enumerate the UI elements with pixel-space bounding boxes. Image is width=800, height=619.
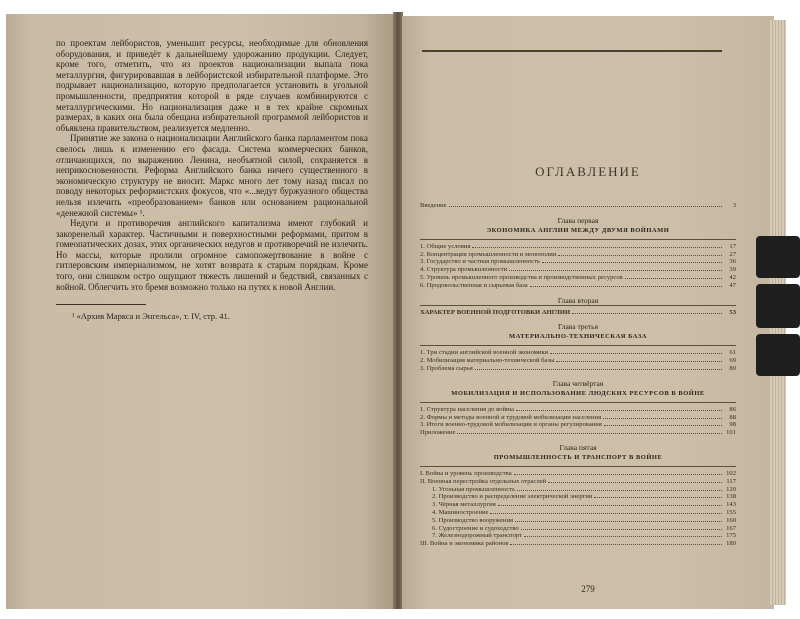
- chapter-section: [420, 466, 736, 548]
- toc-entry: I. Война и уровень производства 102: [420, 469, 736, 477]
- chapter-title: ПРОМЫШЛЕННОСТЬ И ТРАНСПОРТ В ВОЙНЕ: [493, 453, 663, 461]
- toc-entry: ХАРАКТЕР ВОЕННОЙ ПОДГОТОВКИ АНГЛИИ 53: [420, 305, 736, 317]
- chapter-title: МОБИЛИЗАЦИЯ И ИСПОЛЬЗОВАНИЕ ЛЮДСКИХ РЕСУРСОВ В ВОЙНЕ: [451, 389, 705, 397]
- toc-subentry: 7. Железнодорожный транспорт 175: [432, 532, 736, 540]
- left-paragraph-2: Принятие же закона о национализации Английского банка парламентом пока свелось лишь к изменению его фасада. Система коммерческих банков, отличающихся, по выражению Ленина, необъятной силой, сохраняется в неприкосновенности. Реформа Английского банка ничего существенного в экономическую структуру не вносит. Маркс много лет тому назад писал по поводу некоторых реформистских фокусов, что «...ведут буржуазного общества нельзя излечить «преобразованием» банков или основанием рациональной «денежной системы» ¹.: [56, 133, 368, 218]
- toc-subentry: 5. Производство вооружения 160: [432, 516, 736, 524]
- toc-subentry: 6. Судостроение и судоходство 167: [432, 524, 736, 532]
- toc-entry-intro: Введение 3: [420, 202, 736, 209]
- toc-entry: 6. Продовольственная и сырьевая база 47: [420, 281, 736, 289]
- chapter-title: ЭКОНОМИКА АНГЛИИ МЕЖДУ ДВУМЯ ВОЙНАМИ: [486, 226, 670, 234]
- page-number: 279: [581, 584, 595, 594]
- chapter-number: Глава вторая: [557, 295, 599, 305]
- chapter-number: Глава четвёртая: [552, 378, 604, 388]
- toc-subentry: 3. Чёрная металлургия 143: [432, 501, 736, 509]
- toc-entry: III. Война и экономика районов 180: [420, 540, 736, 548]
- left-paragraph-3: Недуги и противоречия английского капитализма имеют глубокий и закоренелый характер. Частичными и поверхностными реформами, притом в гомеопатических дозах, этих органических недугов и противоречий не излечить. Но массы, которые пролили огромное самопожертвование в войне с гитлеровским империализмом, не хотят возврата к старым порядкам. Кроме того, они слишком остро ощущают тяжесть лишений и бедствий, связанных с войной. Облегчить это бремя возможно только на путях к новой Англии.: [56, 218, 368, 292]
- toc-entry: Приложение 101: [420, 429, 736, 437]
- toc-entry: 1. Общие условия 17: [420, 242, 736, 250]
- toc-title: ОГЛАВЛЕНИЕ: [535, 164, 641, 179]
- toc-entry: 2. Мобилизация материально-технической базы 69: [420, 357, 736, 365]
- toc-subentry: 4. Машиностроение 155: [432, 508, 736, 516]
- chapter-title: МАТЕРИАЛЬНО-ТЕХНИЧЕСКАЯ БАЗА: [509, 333, 647, 341]
- toc-entry: 3. Государство и частная промышленность 36: [420, 258, 736, 266]
- binder-clip-bottom: [756, 334, 800, 376]
- chapter-number: Глава третья: [557, 322, 599, 332]
- binder-clip-middle: [756, 284, 800, 328]
- toc-subentry: 2. Производство и распределение электрической энергии 138: [432, 493, 736, 501]
- binder-clip-top: [756, 236, 800, 278]
- footnote: ¹ «Архив Маркса и Энгельса», т. IV, стр. 41.: [72, 311, 230, 322]
- toc-subentry: 1. Угольная промышленность 120: [432, 485, 736, 493]
- toc-entry: II. Военная перестройка отдельных отраслей 117: [420, 477, 736, 485]
- toc-entry: 1. Структура населения до войны 86: [420, 405, 736, 413]
- toc-entry: 2. Концентрация промышленности и монополии 27: [420, 250, 736, 258]
- footnote-divider: [56, 304, 146, 305]
- toc-entry: 3. Проблема сырья 80: [420, 364, 736, 372]
- right-page: [402, 16, 774, 609]
- toc-entry: 2. Формы и методы военной и трудовой мобилизации населения 88: [420, 413, 736, 421]
- toc-entry: 5. Уровень промышленного производства и производственных ресурсов 42: [420, 273, 736, 281]
- toc-entry: 1. Три стадии английской военной экономики 61: [420, 349, 736, 357]
- chapter-section: [420, 402, 736, 437]
- left-page: [6, 14, 394, 609]
- toc-body: [420, 202, 736, 548]
- header-rule: [422, 50, 722, 52]
- chapter-section: [420, 239, 736, 290]
- chapter-section: [420, 345, 736, 372]
- chapter-number: Глава первая: [557, 215, 599, 225]
- chapter-number: Глава пятая: [559, 442, 597, 452]
- toc-entry: 3. Итоги военно-трудовой мобилизации и органы регулирования 98: [420, 421, 736, 429]
- toc-entry: 4. Структура промышленности 39: [420, 266, 736, 274]
- left-paragraph-1: по проектам лейбористов, уменьшит ресурсы, необходимые для обновления оборудования, и приведёт к дальнейшему удорожанию продукции. Следует, кроме того, отметить, что из проектов национализации выпала пока металлургия, фигурировавшая в лейбористской избирательной платформе. Это подрывает национализацию, которую предполагается установить в угольной промышленности, предприятия которой в ряде случаев комбинируются с металлургическими. Но национализация даже и в тех крайне скромных размерах, в каких она была обещана избирательной программой лейбористов и объявлена правительством, реализуется медленно.: [56, 38, 368, 133]
